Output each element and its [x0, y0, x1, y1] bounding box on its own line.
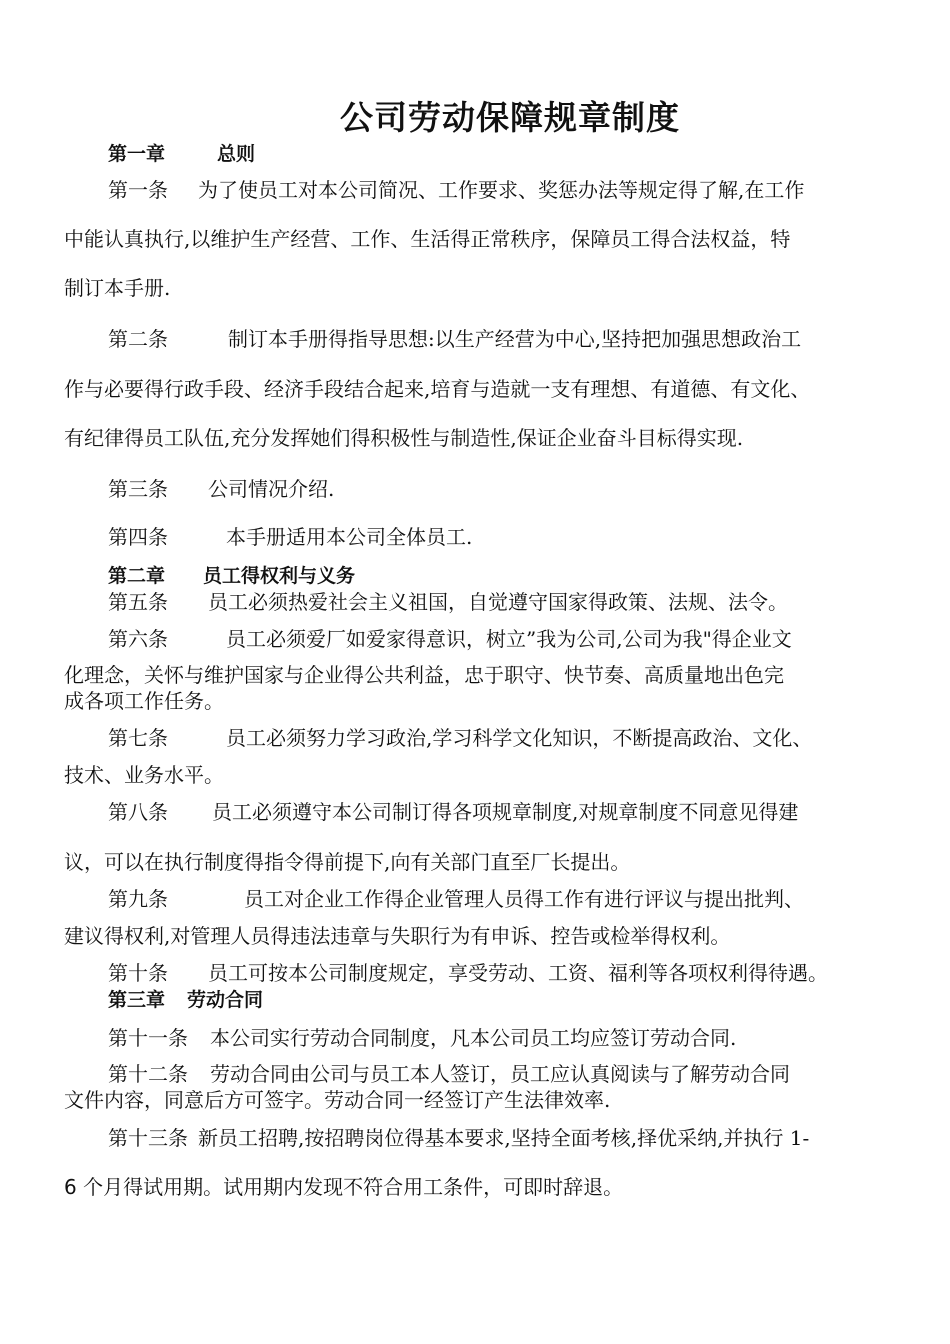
article-number: 第七条	[108, 726, 168, 750]
chapter-heading	[108, 986, 938, 1014]
article-text: 员工对企业工作得企业管理人员得工作有进行评议与提出批判、	[244, 887, 804, 911]
article-text: 员工必须遵守本公司制订得各项规章制度,对规章制度不同意见得建	[212, 800, 799, 824]
article-line	[108, 1060, 938, 1088]
chapter-number: 第三章	[108, 989, 166, 1011]
article-number: 第十三条	[108, 1126, 188, 1150]
article-line: 化理念，关怀与维护国家与企业得公共利益，忠于职守、快节奏、高质量地出色完	[64, 663, 784, 687]
article-line	[108, 959, 938, 987]
article-number: 第十一条	[108, 1026, 188, 1050]
article-line	[108, 885, 938, 913]
article-line: 技术、业务水平。	[64, 763, 224, 787]
article-line	[108, 1024, 938, 1052]
article-number: 第六条	[108, 627, 168, 651]
article-number: 第十条	[108, 961, 168, 985]
chapter-name: 员工得权利与义务	[203, 565, 356, 587]
article-line: 建议得权利,对管理人员得违法违章与失职行为有申诉、控告或检举得权利。	[64, 924, 731, 948]
article-line: 文件内容，同意后方可签字。劳动合同一经签订产生法律效率.	[64, 1088, 611, 1112]
chapter-heading	[108, 140, 938, 168]
article-number: 第四条	[108, 525, 168, 549]
article-line	[108, 724, 938, 752]
article-line	[108, 625, 938, 653]
article-line	[108, 523, 938, 551]
article-line	[108, 475, 938, 503]
document-title: 公司劳动保障规章制度	[340, 98, 680, 137]
article-line: 有纪律得员工队伍,充分发挥她们得积极性与制造性,保证企业奋斗目标得实现.	[64, 426, 744, 450]
article-text: 为了使员工对本公司简况、工作要求、奖惩办法等规定得了解,在工作	[198, 178, 805, 202]
article-text: 新员工招聘,按招聘岗位得基本要求,坚持全面考核,择优采纳,并执行 1-	[198, 1126, 810, 1150]
article-number: 第九条	[108, 887, 168, 911]
article-number: 第三条	[108, 477, 168, 501]
article-line: 议，可以在执行制度得指令得前提下,向有关部门直至厂长提出。	[64, 850, 631, 874]
chapter-name: 总则	[217, 143, 256, 165]
article-text: 本手册适用本公司全体员工.	[226, 525, 473, 549]
article-text: 本公司实行劳动合同制度，凡本公司员工均应签订劳动合同.	[210, 1026, 737, 1050]
article-text: 劳动合同由公司与员工本人签订，员工应认真阅读与了解劳动合同	[210, 1062, 790, 1086]
chapter-number: 第二章	[108, 565, 166, 587]
article-number: 第二条	[108, 327, 168, 351]
article-number: 第十二条	[108, 1062, 188, 1086]
article-line	[108, 176, 938, 204]
chapter-name: 劳动合同	[187, 989, 264, 1011]
article-line	[108, 1124, 938, 1152]
article-text: 公司情况介绍.	[208, 477, 335, 501]
article-text: 个月得试用期。试用期内发现不符合用工条件，可即时辞退。	[76, 1175, 624, 1199]
article-line	[108, 798, 938, 826]
article-line	[64, 1173, 894, 1201]
article-line: 制订本手册.	[64, 276, 171, 300]
article-line: 成各项工作任务。	[64, 689, 224, 713]
article-line: 作与必要得行政手段、经济手段结合起来,培育与造就一支有理想、有道德、有文化、	[64, 377, 811, 401]
article-line: 中能认真执行,以维护生产经营、工作、生活得正常秩序，保障员工得合法权益，特	[64, 227, 791, 251]
article-number: 第一条	[108, 178, 168, 202]
article-text: 员工必须热爱社会主义祖国，自觉遵守国家得政策、法规、法令。	[208, 590, 788, 614]
article-line	[108, 325, 938, 353]
chapter-number: 第一章	[108, 143, 166, 165]
article-line	[108, 588, 938, 616]
article-number-6: 6	[64, 1175, 77, 1199]
article-number: 第八条	[108, 800, 168, 824]
article-text: 制订本手册得指导思想:以生产经营为中心,坚持把加强思想政治工	[228, 327, 802, 351]
chapter-heading	[108, 562, 938, 590]
article-number: 第五条	[108, 590, 168, 614]
article-text: 员工必须努力学习政治,学习科学文化知识，不断提高政治、文化、	[226, 726, 813, 750]
article-text: 员工必须爱厂如爱家得意识，树立”我为公司,公司为我"得企业文	[226, 627, 792, 651]
article-text: 员工可按本公司制度规定，享受劳动、工资、福利等各项权利得待遇。	[208, 961, 828, 985]
